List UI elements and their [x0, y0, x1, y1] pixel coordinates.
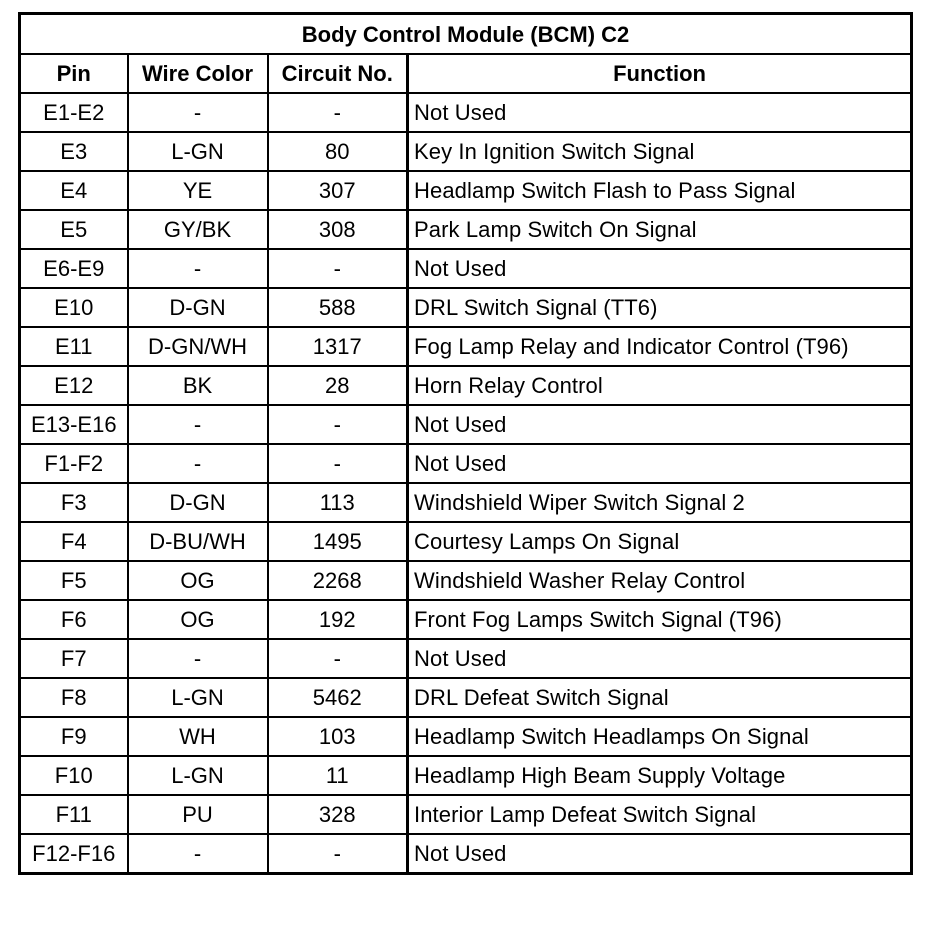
- pin-cell: F12-F16: [20, 834, 128, 874]
- table-row: [20, 795, 912, 834]
- circuit-cell: -: [268, 405, 408, 444]
- table-row: [20, 756, 912, 795]
- function-cell: Courtesy Lamps On Signal: [408, 522, 912, 561]
- pin-cell: F11: [20, 795, 128, 834]
- wire-color-cell: -: [128, 834, 268, 874]
- pin-cell: F4: [20, 522, 128, 561]
- wire-color-cell: L-GN: [128, 678, 268, 717]
- table-row: [20, 522, 912, 561]
- circuit-cell: -: [268, 834, 408, 874]
- function-cell: Horn Relay Control: [408, 366, 912, 405]
- table-row: [20, 93, 912, 132]
- wire-color-cell: -: [128, 405, 268, 444]
- circuit-cell: 5462: [268, 678, 408, 717]
- wire-color-cell: L-GN: [128, 132, 268, 171]
- pin-cell: E6-E9: [20, 249, 128, 288]
- function-cell: Interior Lamp Defeat Switch Signal: [408, 795, 912, 834]
- circuit-cell: -: [268, 93, 408, 132]
- table-row: [20, 405, 912, 444]
- circuit-cell: 307: [268, 171, 408, 210]
- circuit-cell: 1317: [268, 327, 408, 366]
- function-cell: Not Used: [408, 444, 912, 483]
- wire-color-cell: WH: [128, 717, 268, 756]
- table-row: [20, 132, 912, 171]
- pin-cell: E13-E16: [20, 405, 128, 444]
- function-cell: Park Lamp Switch On Signal: [408, 210, 912, 249]
- circuit-cell: 28: [268, 366, 408, 405]
- wire-color-cell: D-BU/WH: [128, 522, 268, 561]
- circuit-cell: 80: [268, 132, 408, 171]
- table-row: [20, 561, 912, 600]
- function-cell: Windshield Wiper Switch Signal 2: [408, 483, 912, 522]
- header-function: Function: [408, 54, 912, 93]
- circuit-cell: -: [268, 249, 408, 288]
- table-title: Body Control Module (BCM) C2: [20, 14, 912, 55]
- circuit-cell: 328: [268, 795, 408, 834]
- circuit-cell: -: [268, 639, 408, 678]
- wire-color-cell: D-GN/WH: [128, 327, 268, 366]
- circuit-cell: 113: [268, 483, 408, 522]
- table-row: [20, 483, 912, 522]
- function-cell: Not Used: [408, 249, 912, 288]
- wire-color-cell: GY/BK: [128, 210, 268, 249]
- table-row: [20, 288, 912, 327]
- pin-cell: E10: [20, 288, 128, 327]
- table-row: [20, 834, 912, 874]
- circuit-cell: 192: [268, 600, 408, 639]
- pin-cell: F1-F2: [20, 444, 128, 483]
- pin-cell: E12: [20, 366, 128, 405]
- function-cell: Not Used: [408, 639, 912, 678]
- wire-color-cell: -: [128, 249, 268, 288]
- pin-cell: F5: [20, 561, 128, 600]
- function-cell: Headlamp Switch Headlamps On Signal: [408, 717, 912, 756]
- table-row: [20, 444, 912, 483]
- pin-cell: E1-E2: [20, 93, 128, 132]
- header-circuit-no: Circuit No.: [268, 54, 408, 93]
- pin-cell: E5: [20, 210, 128, 249]
- table-row: [20, 600, 912, 639]
- table-row: [20, 210, 912, 249]
- wire-color-cell: -: [128, 93, 268, 132]
- table-row: [20, 678, 912, 717]
- circuit-cell: -: [268, 444, 408, 483]
- wire-color-cell: -: [128, 444, 268, 483]
- wire-color-cell: OG: [128, 600, 268, 639]
- table-row: [20, 171, 912, 210]
- function-cell: Not Used: [408, 93, 912, 132]
- function-cell: DRL Switch Signal (TT6): [408, 288, 912, 327]
- table-row: [20, 717, 912, 756]
- pin-cell: F7: [20, 639, 128, 678]
- circuit-cell: 1495: [268, 522, 408, 561]
- table-row: [20, 327, 912, 366]
- function-cell: Not Used: [408, 405, 912, 444]
- pin-cell: E11: [20, 327, 128, 366]
- table-row: [20, 366, 912, 405]
- pin-cell: E3: [20, 132, 128, 171]
- function-cell: Fog Lamp Relay and Indicator Control (T96): [408, 327, 912, 366]
- circuit-cell: 2268: [268, 561, 408, 600]
- function-cell: Key In Ignition Switch Signal: [408, 132, 912, 171]
- header-pin: Pin: [20, 54, 128, 93]
- table-row: [20, 249, 912, 288]
- pin-cell: E4: [20, 171, 128, 210]
- circuit-cell: 588: [268, 288, 408, 327]
- pin-cell: F10: [20, 756, 128, 795]
- header-wire-color: Wire Color: [128, 54, 268, 93]
- function-cell: Front Fog Lamps Switch Signal (T96): [408, 600, 912, 639]
- pin-cell: F9: [20, 717, 128, 756]
- table-title-row: [20, 14, 912, 55]
- wire-color-cell: -: [128, 639, 268, 678]
- pin-cell: F8: [20, 678, 128, 717]
- wire-color-cell: OG: [128, 561, 268, 600]
- circuit-cell: 103: [268, 717, 408, 756]
- bcm-c2-pinout-table: [18, 12, 913, 875]
- wire-color-cell: D-GN: [128, 288, 268, 327]
- table-row: [20, 639, 912, 678]
- function-cell: Not Used: [408, 834, 912, 874]
- wire-color-cell: D-GN: [128, 483, 268, 522]
- function-cell: Headlamp Switch Flash to Pass Signal: [408, 171, 912, 210]
- wire-color-cell: YE: [128, 171, 268, 210]
- wire-color-cell: PU: [128, 795, 268, 834]
- circuit-cell: 11: [268, 756, 408, 795]
- pin-cell: F3: [20, 483, 128, 522]
- function-cell: DRL Defeat Switch Signal: [408, 678, 912, 717]
- wire-color-cell: BK: [128, 366, 268, 405]
- circuit-cell: 308: [268, 210, 408, 249]
- function-cell: Windshield Washer Relay Control: [408, 561, 912, 600]
- wire-color-cell: L-GN: [128, 756, 268, 795]
- pin-cell: F6: [20, 600, 128, 639]
- table-header-row: [20, 54, 912, 93]
- function-cell: Headlamp High Beam Supply Voltage: [408, 756, 912, 795]
